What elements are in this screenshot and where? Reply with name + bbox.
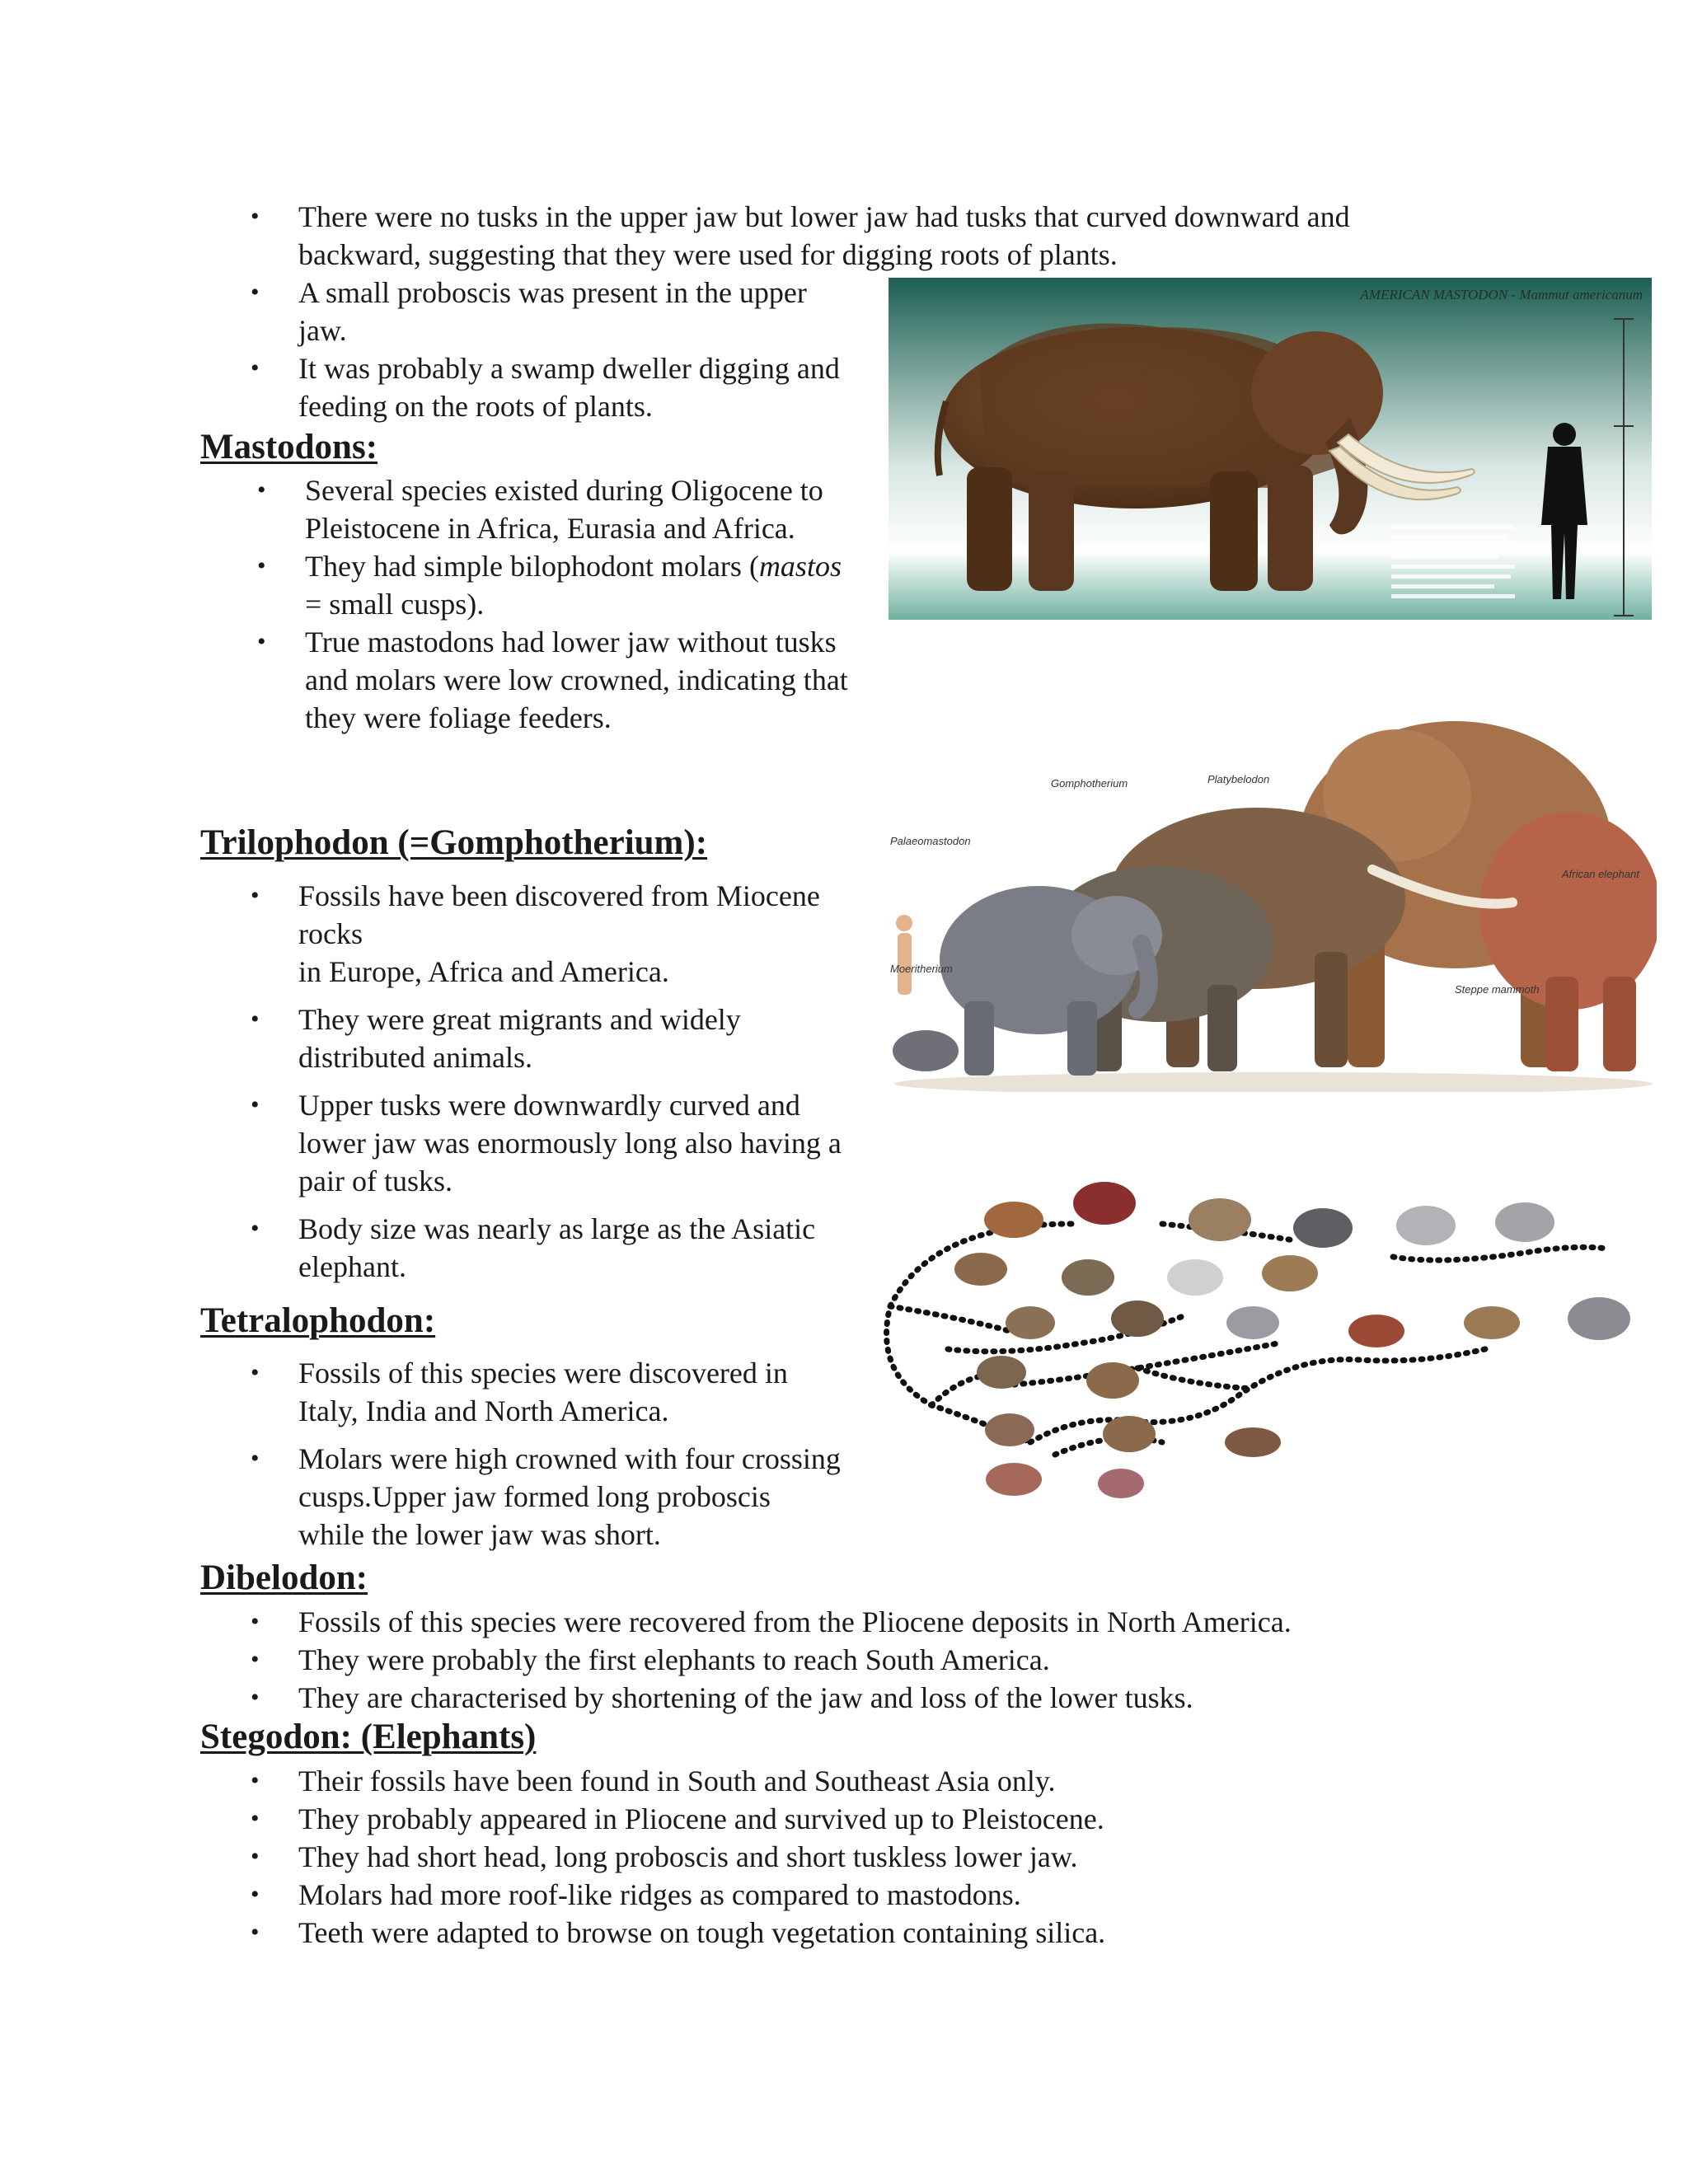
heading-tetralophodon: Tetralophodon:	[200, 1301, 436, 1340]
stegodon-bullet-2: • They probably appeared in Pliocene and survived up to Pleistocene.	[251, 1802, 1104, 1835]
mastodons-bullet-3: • True mastodons had lower jaw without tusks and molars were low crowned, indicating that they were foliage feeders.	[257, 626, 848, 734]
mastodons-bullet-2: • They had simple bilophodont molars (mastos = small cusps).	[257, 550, 842, 621]
evolution-tree-illustration	[865, 1158, 1657, 1537]
trilophodon-bullet-4: • Body size was nearly as large as the Asiatic elephant.	[251, 1212, 816, 1283]
mastodons-bullet-1: • Several species existed during Oligocene to Pleistocene in Africa, Eurasia and Africa.	[257, 474, 823, 545]
heading-dibelodon: Dibelodon:	[200, 1558, 368, 1597]
italic-term: mastos	[758, 550, 842, 583]
dibelodon-bullet-1: • Fossils of this species were recovered from the Pliocene deposits in North America.	[251, 1605, 1292, 1638]
trilophodon-bullets	[251, 877, 851, 1286]
tetralophodon-bullet-2: • Molars were high crowned with four crossing cusps.Upper jaw formed long proboscis while the lower jaw was short.	[251, 1442, 841, 1551]
stegodon-bullets	[251, 1762, 1535, 1952]
trilophodon-bullet-2: • They were great migrants and widely distributed animals.	[251, 1003, 741, 1074]
proboscidean-lineup-figure	[886, 696, 1657, 1092]
stegodon-bullet-5: • Teeth were adapted to browse on tough vegetation containing silica.	[251, 1916, 1106, 1949]
intro-bullets-narrow	[251, 274, 842, 425]
lineup-label-palaeomastodon: Palaeomastodon	[890, 835, 971, 847]
american-mastodon-figure	[889, 278, 1652, 620]
stegodon-bullet-1: • Their fossils have been found in South and Southeast Asia only.	[251, 1765, 1056, 1797]
intro-bullet-2: • A small proboscis was present in the upper jaw.	[251, 276, 807, 347]
proboscidean-evolution-tree-figure	[865, 1158, 1657, 1537]
stegodon-bullet-4: • Molars had more roof-like ridges as compared to mastodons.	[251, 1878, 1021, 1911]
heading-trilophodon: Trilophodon (=Gomphotherium):	[200, 823, 708, 862]
dibelodon-bullet-2: • They were probably the first elephants to reach South America.	[251, 1643, 1050, 1676]
stegodon-bullet-3: • They had short head, long proboscis and short tuskless lower jaw.	[251, 1840, 1078, 1873]
intro-bullet-1: • There were no tusks in the upper jaw but lower jaw had tusks that curved downward and backward, suggesting that they were used for digging roots of plants.	[298, 198, 1477, 274]
trilophodon-bullet-3: • Upper tusks were downwardly curved and lower jaw was enormously long also having a pair of tusks.	[251, 1089, 842, 1197]
dibelodon-bullet-3: • They are characterised by shortening of the jaw and loss of the lower tusks.	[251, 1681, 1193, 1714]
mastodon-illustration	[889, 278, 1652, 620]
lineup-label-african-elephant: African elephant	[1562, 868, 1639, 880]
lineup-label-platybelodon: Platybelodon	[1207, 773, 1270, 785]
intro-bullet-3: • It was probably a swamp dweller digging and feeding on the roots of plants.	[251, 352, 840, 423]
lineup-label-gomphotherium: Gomphotherium	[1051, 777, 1128, 790]
lineup-illustration	[886, 696, 1657, 1092]
heading-stegodon: Stegodon: (Elephants)	[200, 1718, 537, 1756]
lineup-label-moeritherium: Moeritherium	[890, 963, 953, 975]
lineup-label-steppe-mammoth: Steppe mammoth	[1455, 983, 1540, 996]
mastodon-title: AMERICAN MASTODON - Mammut americanum	[1360, 287, 1643, 302]
intro-bullets	[251, 198, 1477, 274]
tetralophodon-bullets	[251, 1354, 842, 1554]
tetralophodon-bullet-1: • Fossils of this species were discovered in Italy, India and North America.	[251, 1357, 788, 1427]
mastodons-bullets	[257, 471, 849, 737]
dibelodon-bullets	[251, 1603, 1535, 1717]
trilophodon-bullet-1: • Fossils have been discovered from Miocene rocks in Europe, Africa and America.	[251, 879, 820, 988]
heading-mastodons: Mastodons:	[200, 428, 378, 466]
bullet-dot: •	[251, 203, 260, 230]
